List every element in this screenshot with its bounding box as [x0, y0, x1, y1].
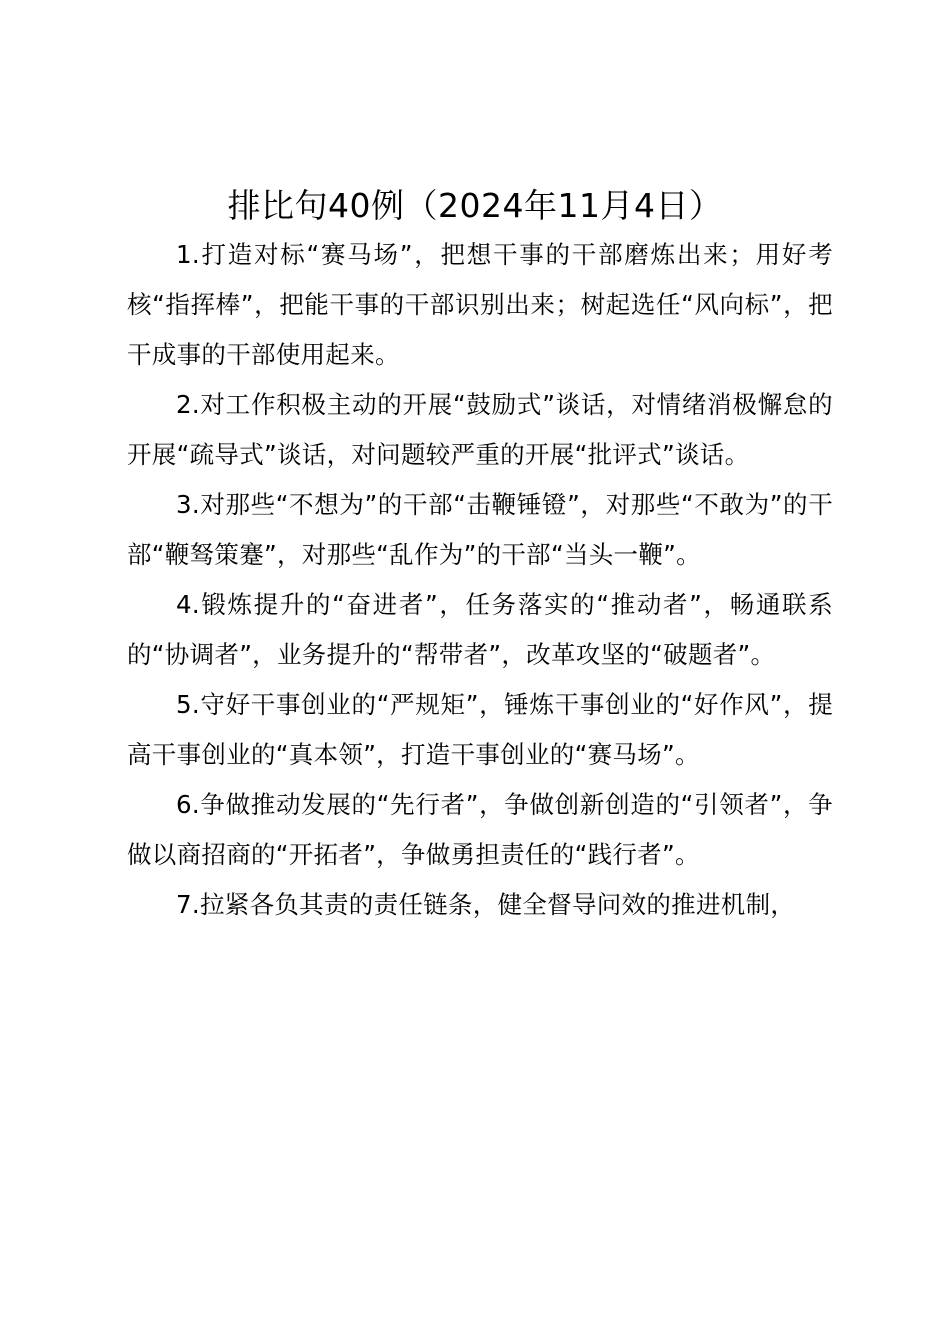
paragraph-4: 4.锻炼提升的“奋进者”，任务落实的“推动者”，畅通联系的“协调者”，业务提升的“帮带者”，改革攻坚的“破题者”。 [127, 590, 833, 669]
paragraph-7: 7.拉紧各负其责的责任链条，健全督导问效的推进机制， [176, 890, 796, 919]
paragraph-1: 1.打造对标“赛马场”，把想干事的干部磨炼出来；用好考核“指挥棒”，把能干事的干部识别出来；树起选任“风向标”，把干成事的干部使用起来。 [127, 240, 833, 369]
paragraph-5: 5.守好干事创业的“严规矩”，锤炼干事创业的“好作风”，提高干事创业的“真本领”，打造干事创业的“赛马场”。 [127, 690, 833, 769]
paragraph-2: 2.对工作积极主动的开展“鼓励式”谈话，对情绪消极懈怠的开展“疏导式”谈话，对问题较严重的开展“批评式”谈话。 [127, 390, 833, 469]
paragraph-6: 6.争做推动发展的“先行者”，争做创新创造的“引领者”，争做以商招商的“开拓者”，争做勇担责任的“践行者”。 [127, 790, 833, 869]
document-body [127, 230, 833, 930]
document-title: 排比句40例（2024年11月4日） [227, 186, 723, 225]
paragraph-3: 3.对那些“不想为”的干部“击鞭锤镫”，对那些“不敢为”的干部“鞭驽策蹇”，对那些“乱作为”的干部“当头一鞭”。 [127, 490, 833, 569]
